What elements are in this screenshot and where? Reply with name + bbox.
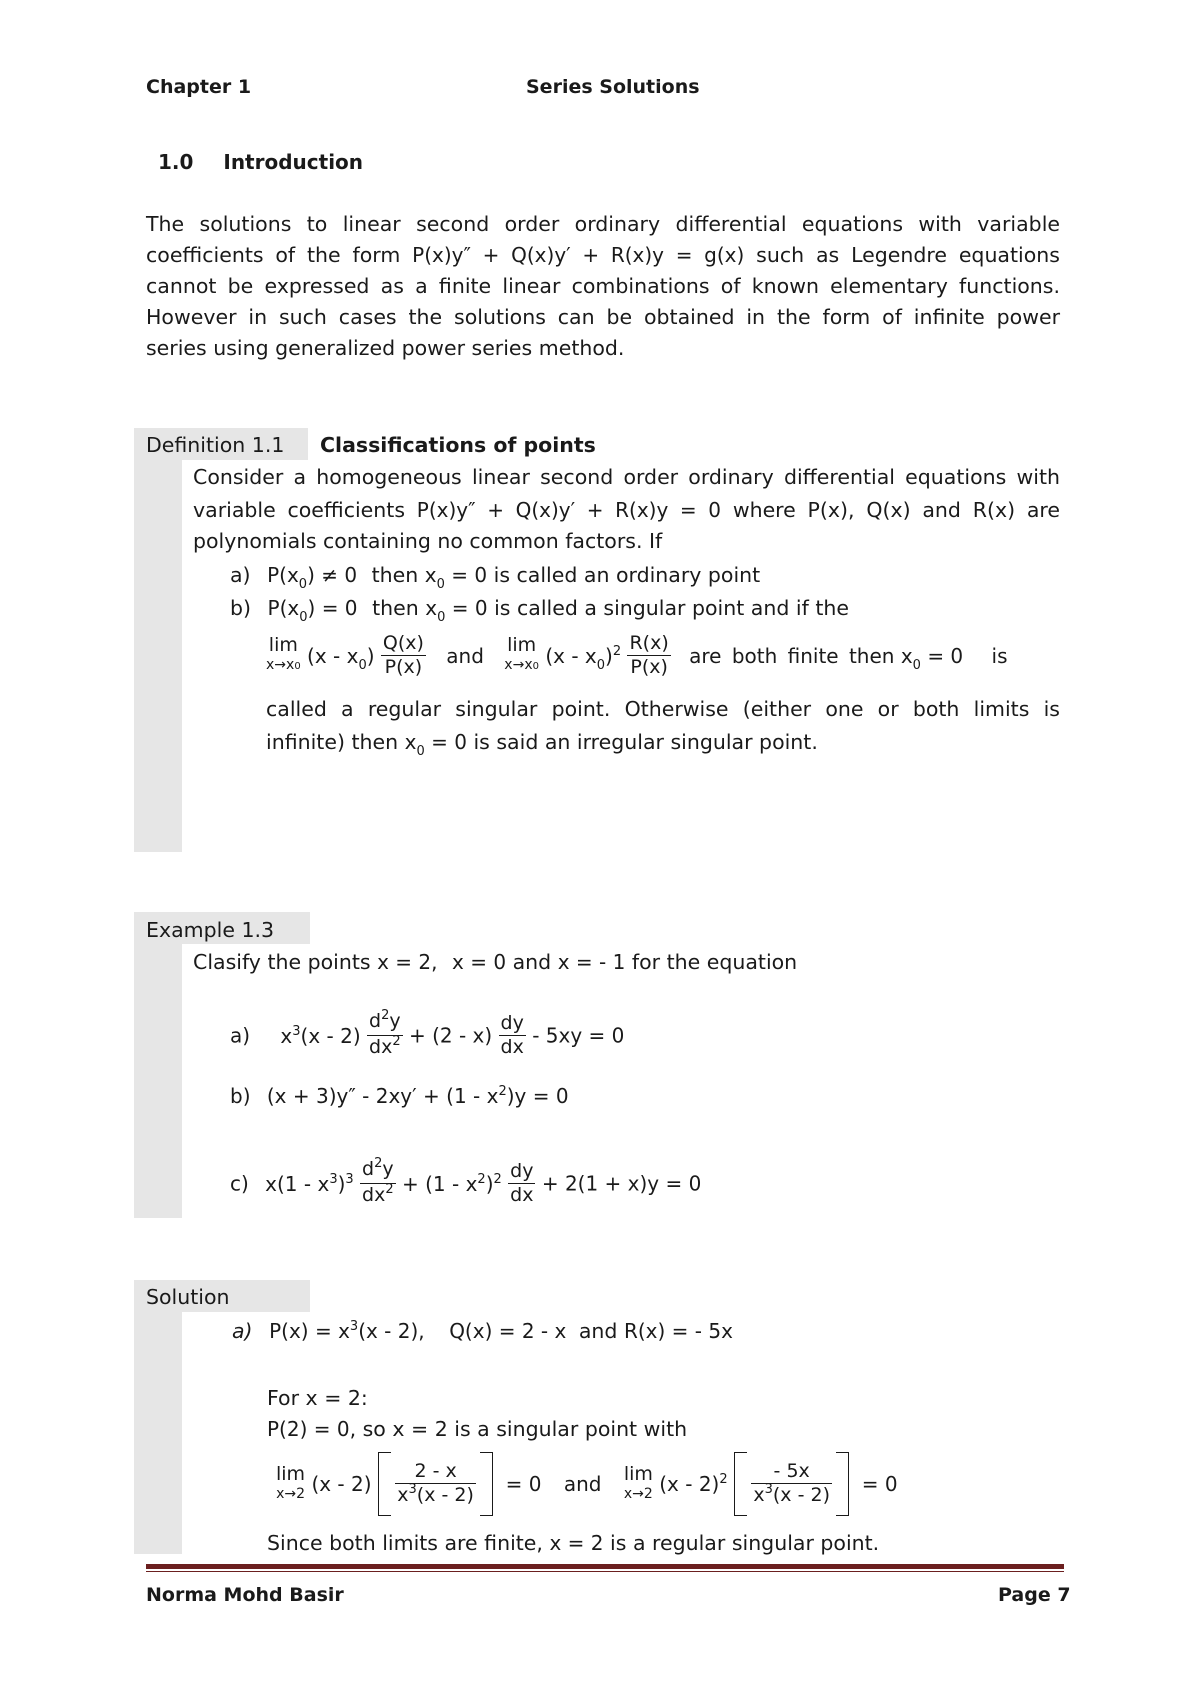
intro-line: coefficients of the form P(x)y″ + Q(x)y′ + R(x)y = g(x) such as Legendre equations: [146, 243, 1060, 267]
example-equation-c: c) $x(1 - x^3)^3$ $\frac{d^2y}{dx^2}$ + $(1 - x^2)^2$ $\frac{dy}{dx}$ + 2(1 + x)y = 0: [230, 1156, 702, 1206]
definition-title: Classifications of points: [320, 433, 596, 457]
definition-side-bar: [134, 428, 182, 852]
q-over-p-fraction: $\frac{Q(x)}{P(x)}$: [382, 632, 424, 678]
definition-label: Definition 1.1: [146, 433, 285, 457]
intro-line: However in such cases the solutions can be obtained in the form of infinite power: [146, 305, 1060, 329]
footer-rule-thin: [146, 1571, 1064, 1572]
limit-operator: lim x→x0: [504, 633, 539, 673]
solution-definitions: a) $P(x) = x^3(x - 2)$, Q(x) = 2 - x and R(x) = - 5x: [232, 1319, 733, 1343]
definition-closing: called a regular singular point. Otherwise (either one or both limits is infinite) then $x_0 = 0$ is said an irregular singular point.: [266, 697, 1060, 759]
definition-body: Consider a homogeneous linear second order ordinary differential equations with variable coefficients P(x)y″ + Q(x)y′ + R(x)y = 0 where P(x), Q(x) and R(x) are polynomials containing no common factors. If: [193, 465, 1060, 553]
example-side-bar: [134, 912, 182, 1218]
intro-paragraph: [146, 209, 1060, 364]
header-title: Series Solutions: [526, 76, 700, 98]
footer-page-number: Page 7: [998, 1584, 1071, 1606]
solution-for-line: For x = 2:: [267, 1386, 368, 1410]
section-heading: [158, 150, 363, 174]
section-number: 1.0: [158, 150, 194, 174]
solution-limit-line: lim x→2 (x - 2) $\frac{2 - x}{x^3(x - 2)}$ = 0 and lim x→2 (x - 2)$^2$ $\frac{- 5x}{x^3(x - 2)}$ = 0: [276, 1452, 898, 1516]
definition-item-b: b) $P(x_0) = 0$ then $x_0 = 0$ is called a singular point and if the: [230, 596, 849, 625]
footer-rule: [146, 1564, 1064, 1569]
r-over-p-fraction: $\frac{R(x)}{P(x)}$: [629, 632, 669, 678]
intro-line: The solutions to linear second order ordinary differential equations with variable: [146, 212, 1060, 236]
example-equation-a: a) $x^3(x - 2)$ $\frac{d^2y}{dx^2}$ + (2 - x) $\frac{dy}{dx}$ - 5xy = 0: [230, 1008, 625, 1058]
example-intro: Clasify the points x = 2, x = 0 and x = - 1 for the equation: [193, 950, 798, 974]
example-equation-b: b) $(x + 3)y'' - 2xy' + (1 - x^2)y = 0$: [230, 1084, 569, 1108]
solution-singular-line: P(2) = 0, so x = 2 is a singular point with: [267, 1417, 688, 1441]
solution-conclusion: Since both limits are finite, x = 2 is a regular singular point.: [267, 1531, 880, 1555]
example-label: Example 1.3: [146, 918, 275, 942]
section-title: Introduction: [223, 150, 364, 174]
definition-limit-line: lim x→x0 $(x - x_0)$ $\frac{Q(x)}{P(x)}$ and lim x→x0 $(x - x_0)^2$ $\frac{R(x)}{P(x)}$ are both finite then $x_0 = 0$ is: [266, 632, 1008, 678]
chapter-label: Chapter 1: [146, 76, 252, 98]
homogeneous-equation: P(x)y″ + Q(x)y′ + R(x)y = 0: [416, 498, 722, 522]
intro-line: cannot be expressed as a finite linear combinations of known elementary functions.: [146, 274, 1060, 298]
footer-author: Norma Mohd Basir: [146, 1584, 344, 1606]
limit-operator: lim x→2: [623, 1463, 653, 1502]
solution-side-bar: [134, 1280, 182, 1554]
general-equation: P(x)y″ + Q(x)y′ + R(x)y = g(x): [412, 243, 745, 267]
intro-line: series using generalized power series method.: [146, 336, 625, 360]
definition-item-a: a) $P(x_0) \ne 0$ then $x_0 = 0$ is called an ordinary point: [230, 563, 761, 592]
solution-label: Solution: [146, 1285, 230, 1309]
limit-operator: lim x→2: [276, 1463, 306, 1502]
limit-operator: lim x→x0: [266, 633, 301, 673]
